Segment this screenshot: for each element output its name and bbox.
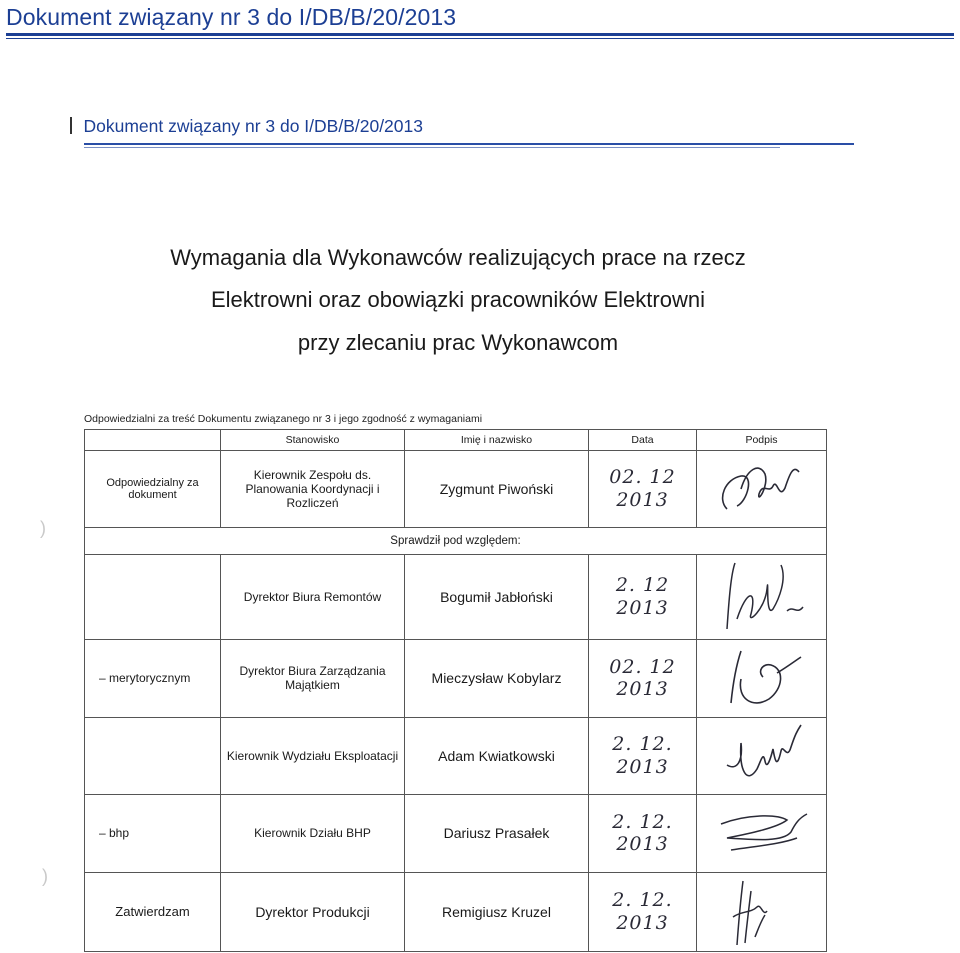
date-cell: 2. 12. 2013 [589,872,697,951]
row-label [85,717,221,794]
column-header-position: Stanowisko [221,430,405,451]
row-label: – bhp [85,794,221,872]
name-cell: Remigiusz Kruzel [405,872,589,951]
date-cell: 2. 12 2013 [589,555,697,639]
row-label [85,555,221,639]
document-header-text: Dokument związany nr 3 do I/DB/B/20/2013 [83,116,423,136]
column-header-date: Data [589,430,697,451]
date-cell: 2. 12. 2013 [589,794,697,872]
row-label: Odpowiedzialny za dokument [85,451,221,528]
position-cell: Dyrektor Biura Remontów [221,555,405,639]
signature-cell [697,794,827,872]
position-cell: Dyrektor Produkcji [221,872,405,951]
header-bar [70,117,72,134]
scanned-document [58,100,858,950]
signature-cell [697,872,827,951]
signature-image [707,798,817,868]
header-blank [85,430,221,451]
column-header-name: Imię i nazwisko [405,430,589,451]
table-row [85,717,827,794]
scan-edge-mark: ) [42,866,48,886]
header-rule [84,143,854,145]
signature-image [707,721,817,791]
table-header-row [85,430,827,451]
table-row [85,555,827,639]
name-cell: Mieczysław Kobylarz [405,639,589,717]
signature-table [84,429,827,952]
signature-cell [697,717,827,794]
header-rule-thin [84,147,780,148]
table-row [85,794,827,872]
document-heading-line-1: Wymagania dla Wykonawców realizujących prace na rzecz [170,245,746,270]
signature-image [707,559,817,635]
table-row [85,639,827,717]
date-cell: 02. 12 2013 [589,451,697,528]
date-cell: 2. 12. 2013 [589,717,697,794]
signature-cell [697,555,827,639]
row-label: – merytorycznym [85,639,221,717]
position-cell: Kierownik Zespołu ds. Planowania Koordynacji i Rozliczeń [221,451,405,528]
title-underline [6,33,954,36]
section-label: Sprawdził pod względem: [85,527,827,554]
table-caption: Odpowiedzialni za treść Dokumentu związanego nr 3 i jego zgodność z wymaganiami [84,413,483,425]
title-underline-thin [6,38,954,39]
signature-cell [697,451,827,528]
name-cell: Bogumił Jabłoński [405,555,589,639]
column-header-signature: Podpis [697,430,827,451]
scan-edge-mark: ) [40,518,46,538]
table-row-responsible [85,451,827,528]
name-cell: Adam Kwiatkowski [405,717,589,794]
row-label: Zatwierdzam [85,872,221,951]
table-row-section [85,527,827,554]
signature-image [707,454,817,524]
name-cell: Dariusz Prasałek [405,794,589,872]
signature-image [707,643,817,713]
signature-cell [697,639,827,717]
table-row-approval [85,872,827,951]
position-cell: Dyrektor Biura Zarządzania Majątkiem [221,639,405,717]
document-heading-line-2: Elektrowni oraz obowiązki pracowników Elektrowni [211,287,705,312]
date-cell: 02. 12 2013 [589,639,697,717]
position-cell: Kierownik Wydziału Eksploatacji [221,717,405,794]
document-heading-line-3: przy zlecaniu prac Wykonawcom [297,330,619,355]
document-header [70,116,423,137]
name-cell: Zygmunt Piwoński [405,451,589,528]
slide-title: Dokument związany nr 3 do I/DB/B/20/2013 [6,4,457,30]
signature-image [707,877,817,947]
position-cell: Kierownik Działu BHP [221,794,405,872]
